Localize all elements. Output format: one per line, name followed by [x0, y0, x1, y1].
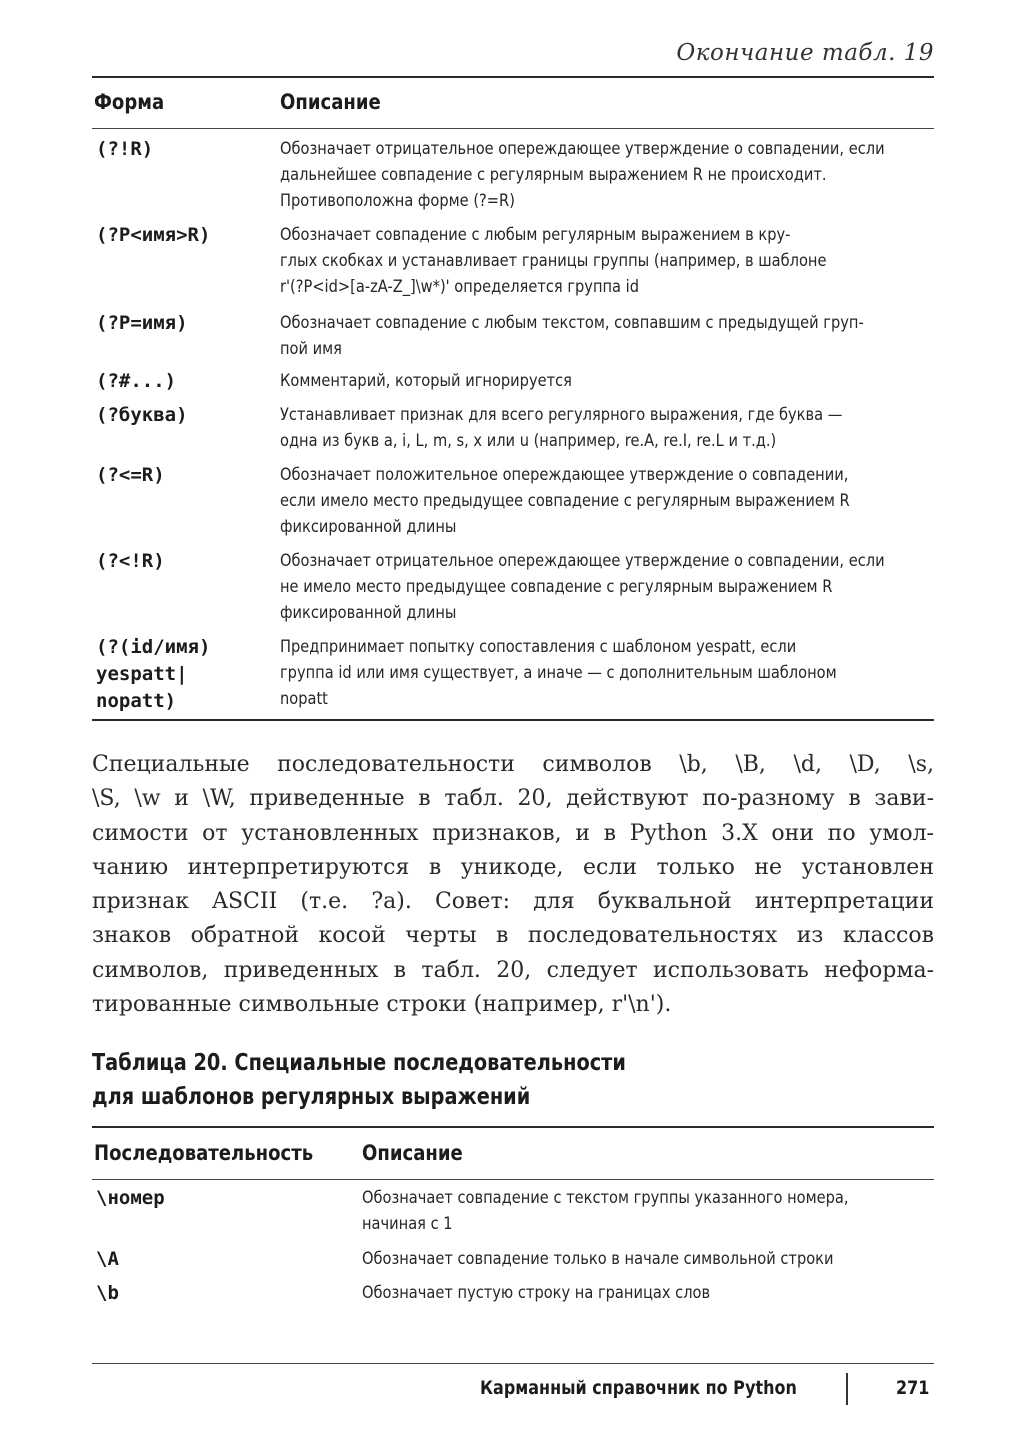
- regex-form: (?<!R): [96, 550, 165, 572]
- regex-form: (?(id/имя) yespatt| nopatt): [96, 636, 211, 712]
- table-header-rule: [92, 1179, 934, 1180]
- body-paragraph: Специальные последовательности символов \b, \B, \d, \D, \s, \S, \w и \W, приведенные в табл. 20, действуют по-разному в зави- симости от установленных признаков, и в Python 3.X они по умол- чанию интерпретируются в уникоде, если только не установлен признак ASCII (т.е. ?a). Совет: для буквальной интерпретации знаков обратной косой черты в последовательностях из классов символов, приведенных в табл. 20, следует использовать неформа- тированные символьные строки (например, r'\n').: [92, 752, 934, 1018]
- column-header-form: Форма: [94, 90, 165, 114]
- row-description: Обозначает совпадение только в начале символьной строки: [362, 1249, 834, 1269]
- page-number: 271: [896, 1377, 930, 1399]
- regex-form: (?P=имя): [96, 312, 188, 334]
- table-top-rule: [92, 1126, 934, 1128]
- row-description: Обозначает совпадение с любым регулярным выражением в кру- глых скобках и устанавливает границы группы (например, в шаблоне r'(?P<id>[a-zA-Z_]\w*)' определяется группа id: [280, 225, 827, 297]
- table-header-rule: [92, 128, 934, 129]
- table-top-rule: [92, 76, 934, 78]
- row-description: Устанавливает признак для всего регулярного выражения, где буква — одна из букв a, i, L, m, s, x или u (например, re.A, re.I, re.L и т.д.): [280, 405, 843, 451]
- column-header-sequence: Последовательность: [94, 1141, 314, 1165]
- row-description: Обозначает совпадение с любым текстом, совпавшим с предыдущей груп- пой имя: [280, 313, 864, 359]
- column-header-description: Описание: [362, 1141, 463, 1165]
- row-description: Обозначает совпадение с текстом группы указанного номера, начиная с 1: [362, 1188, 849, 1234]
- column-header-description: Описание: [280, 90, 381, 114]
- table-title: Таблица 20. Специальные последовательности для шаблонов регулярных выражений: [92, 1050, 626, 1110]
- escape-sequence: \номер: [96, 1187, 165, 1209]
- row-description: Обозначает отрицательное опереждающее утверждение о совпадении, если дальнейшее совпадение с регулярным выражением R не происходит. Противоположна форме (?=R): [280, 139, 885, 211]
- footer-rule: [92, 1363, 934, 1364]
- table-continuation-caption: Окончание табл. 19: [676, 40, 934, 66]
- row-description: Предпринимает попытку сопоставления с шаблоном yespatt, если группа id или имя существует, а иначе — с дополнительным шаблоном nopatt: [280, 637, 837, 709]
- book-page: [92, 0, 934, 1449]
- escape-sequence: \A: [96, 1248, 119, 1270]
- row-description: Обозначает положительное опереждающее утверждение о совпадении, если имело место предыдущее совпадение с регулярным выражением R фиксированной длины: [280, 465, 850, 537]
- row-description: Комментарий, который игнорируется: [280, 371, 572, 391]
- footer-separator: [846, 1373, 848, 1405]
- regex-form: (?<=R): [96, 464, 165, 486]
- footer-book-title: Карманный справочник по Python: [480, 1377, 797, 1399]
- row-description: Обозначает пустую строку на границах слов: [362, 1283, 711, 1303]
- regex-form: (?P<имя>R): [96, 224, 211, 246]
- table-bottom-rule: [92, 719, 934, 721]
- regex-form: (?буква): [96, 404, 188, 426]
- regex-form: (?!R): [96, 138, 154, 160]
- escape-sequence: \b: [96, 1282, 119, 1304]
- row-description: Обозначает отрицательное опереждающее утверждение о совпадении, если не имело место предыдущее совпадение с регулярным выражением R фиксированной длины: [280, 551, 885, 623]
- regex-form: (?#...): [96, 370, 177, 392]
